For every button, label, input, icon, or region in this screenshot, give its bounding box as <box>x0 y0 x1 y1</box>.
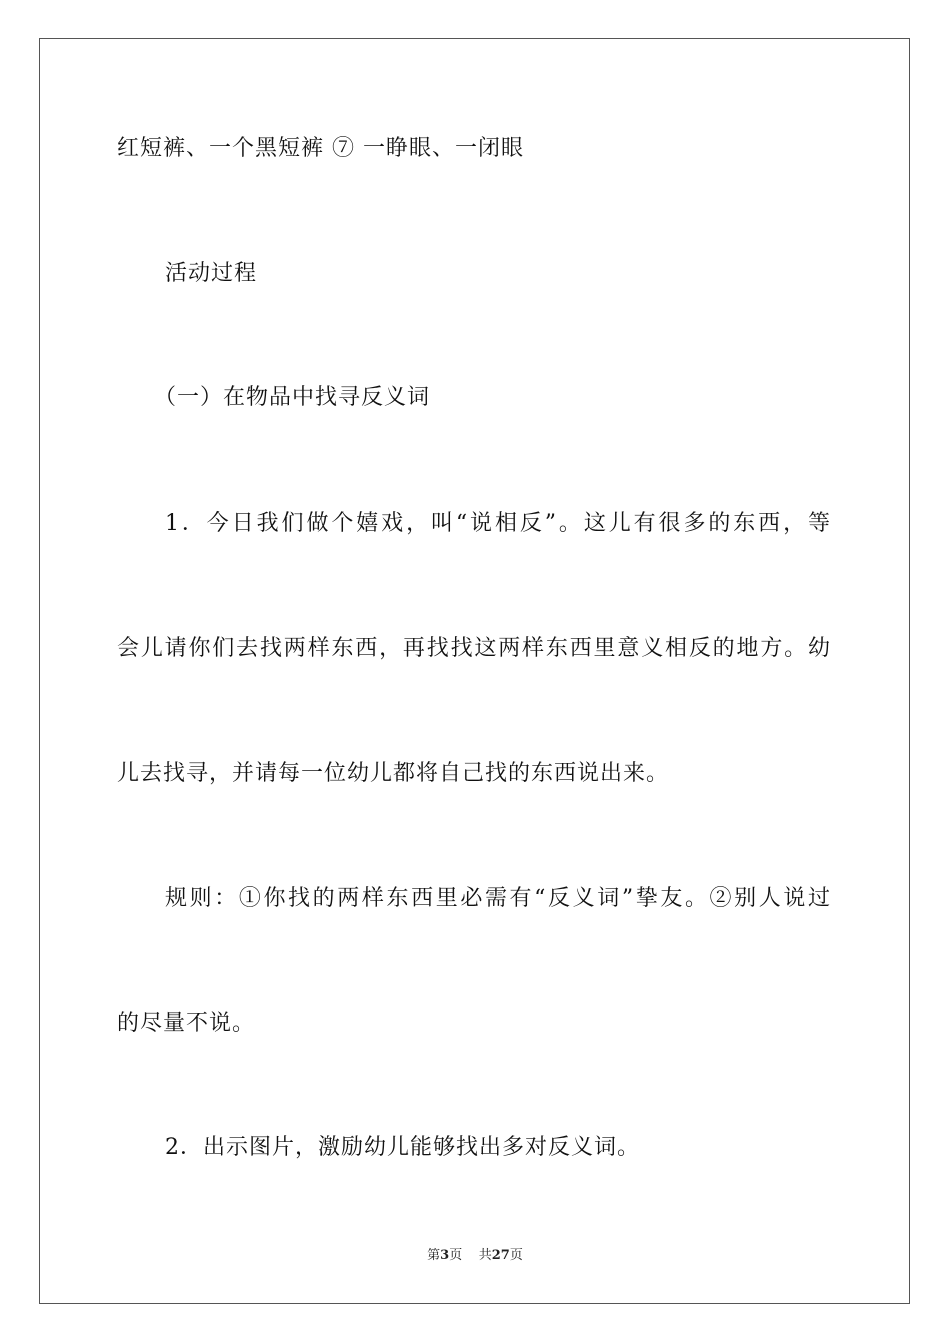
subsection-heading: （一）在物品中找寻反义词 <box>154 385 431 410</box>
total-suffix: 页 <box>509 1248 523 1263</box>
page-suffix: 页 <box>449 1248 463 1263</box>
page-current: 3 <box>440 1248 450 1263</box>
total-prefix: 共 <box>478 1248 492 1263</box>
paragraph-line-4: 1．今日我们做个嬉戏，叫“说相反”。这儿有很多的东西，等 <box>165 511 831 536</box>
page-total: 27 <box>491 1248 510 1263</box>
page-border <box>39 38 910 1304</box>
section-heading: 活动过程 <box>165 261 258 286</box>
rule-line-1: 规则：①你找的两样东西里必需有“反义词”挚友。②别人说过 <box>165 886 831 911</box>
paragraph-line-9: 2．出示图片，激励幼儿能够找出多对反义词。 <box>165 1135 640 1160</box>
page-prefix: 第 <box>427 1248 441 1263</box>
page-footer <box>0 1244 950 1263</box>
paragraph-line-1: 红短裤、一个黑短裤 ⑦ 一睁眼、一闭眼 <box>117 136 524 161</box>
paragraph-line-6: 儿去找寻，并请每一位幼儿都将自己找的东西说出来。 <box>117 761 670 786</box>
rule-line-2: 的尽量不说。 <box>117 1011 256 1036</box>
paragraph-line-5: 会儿请你们去找两样东西，再找找这两样东西里意义相反的地方。幼 <box>117 636 831 661</box>
